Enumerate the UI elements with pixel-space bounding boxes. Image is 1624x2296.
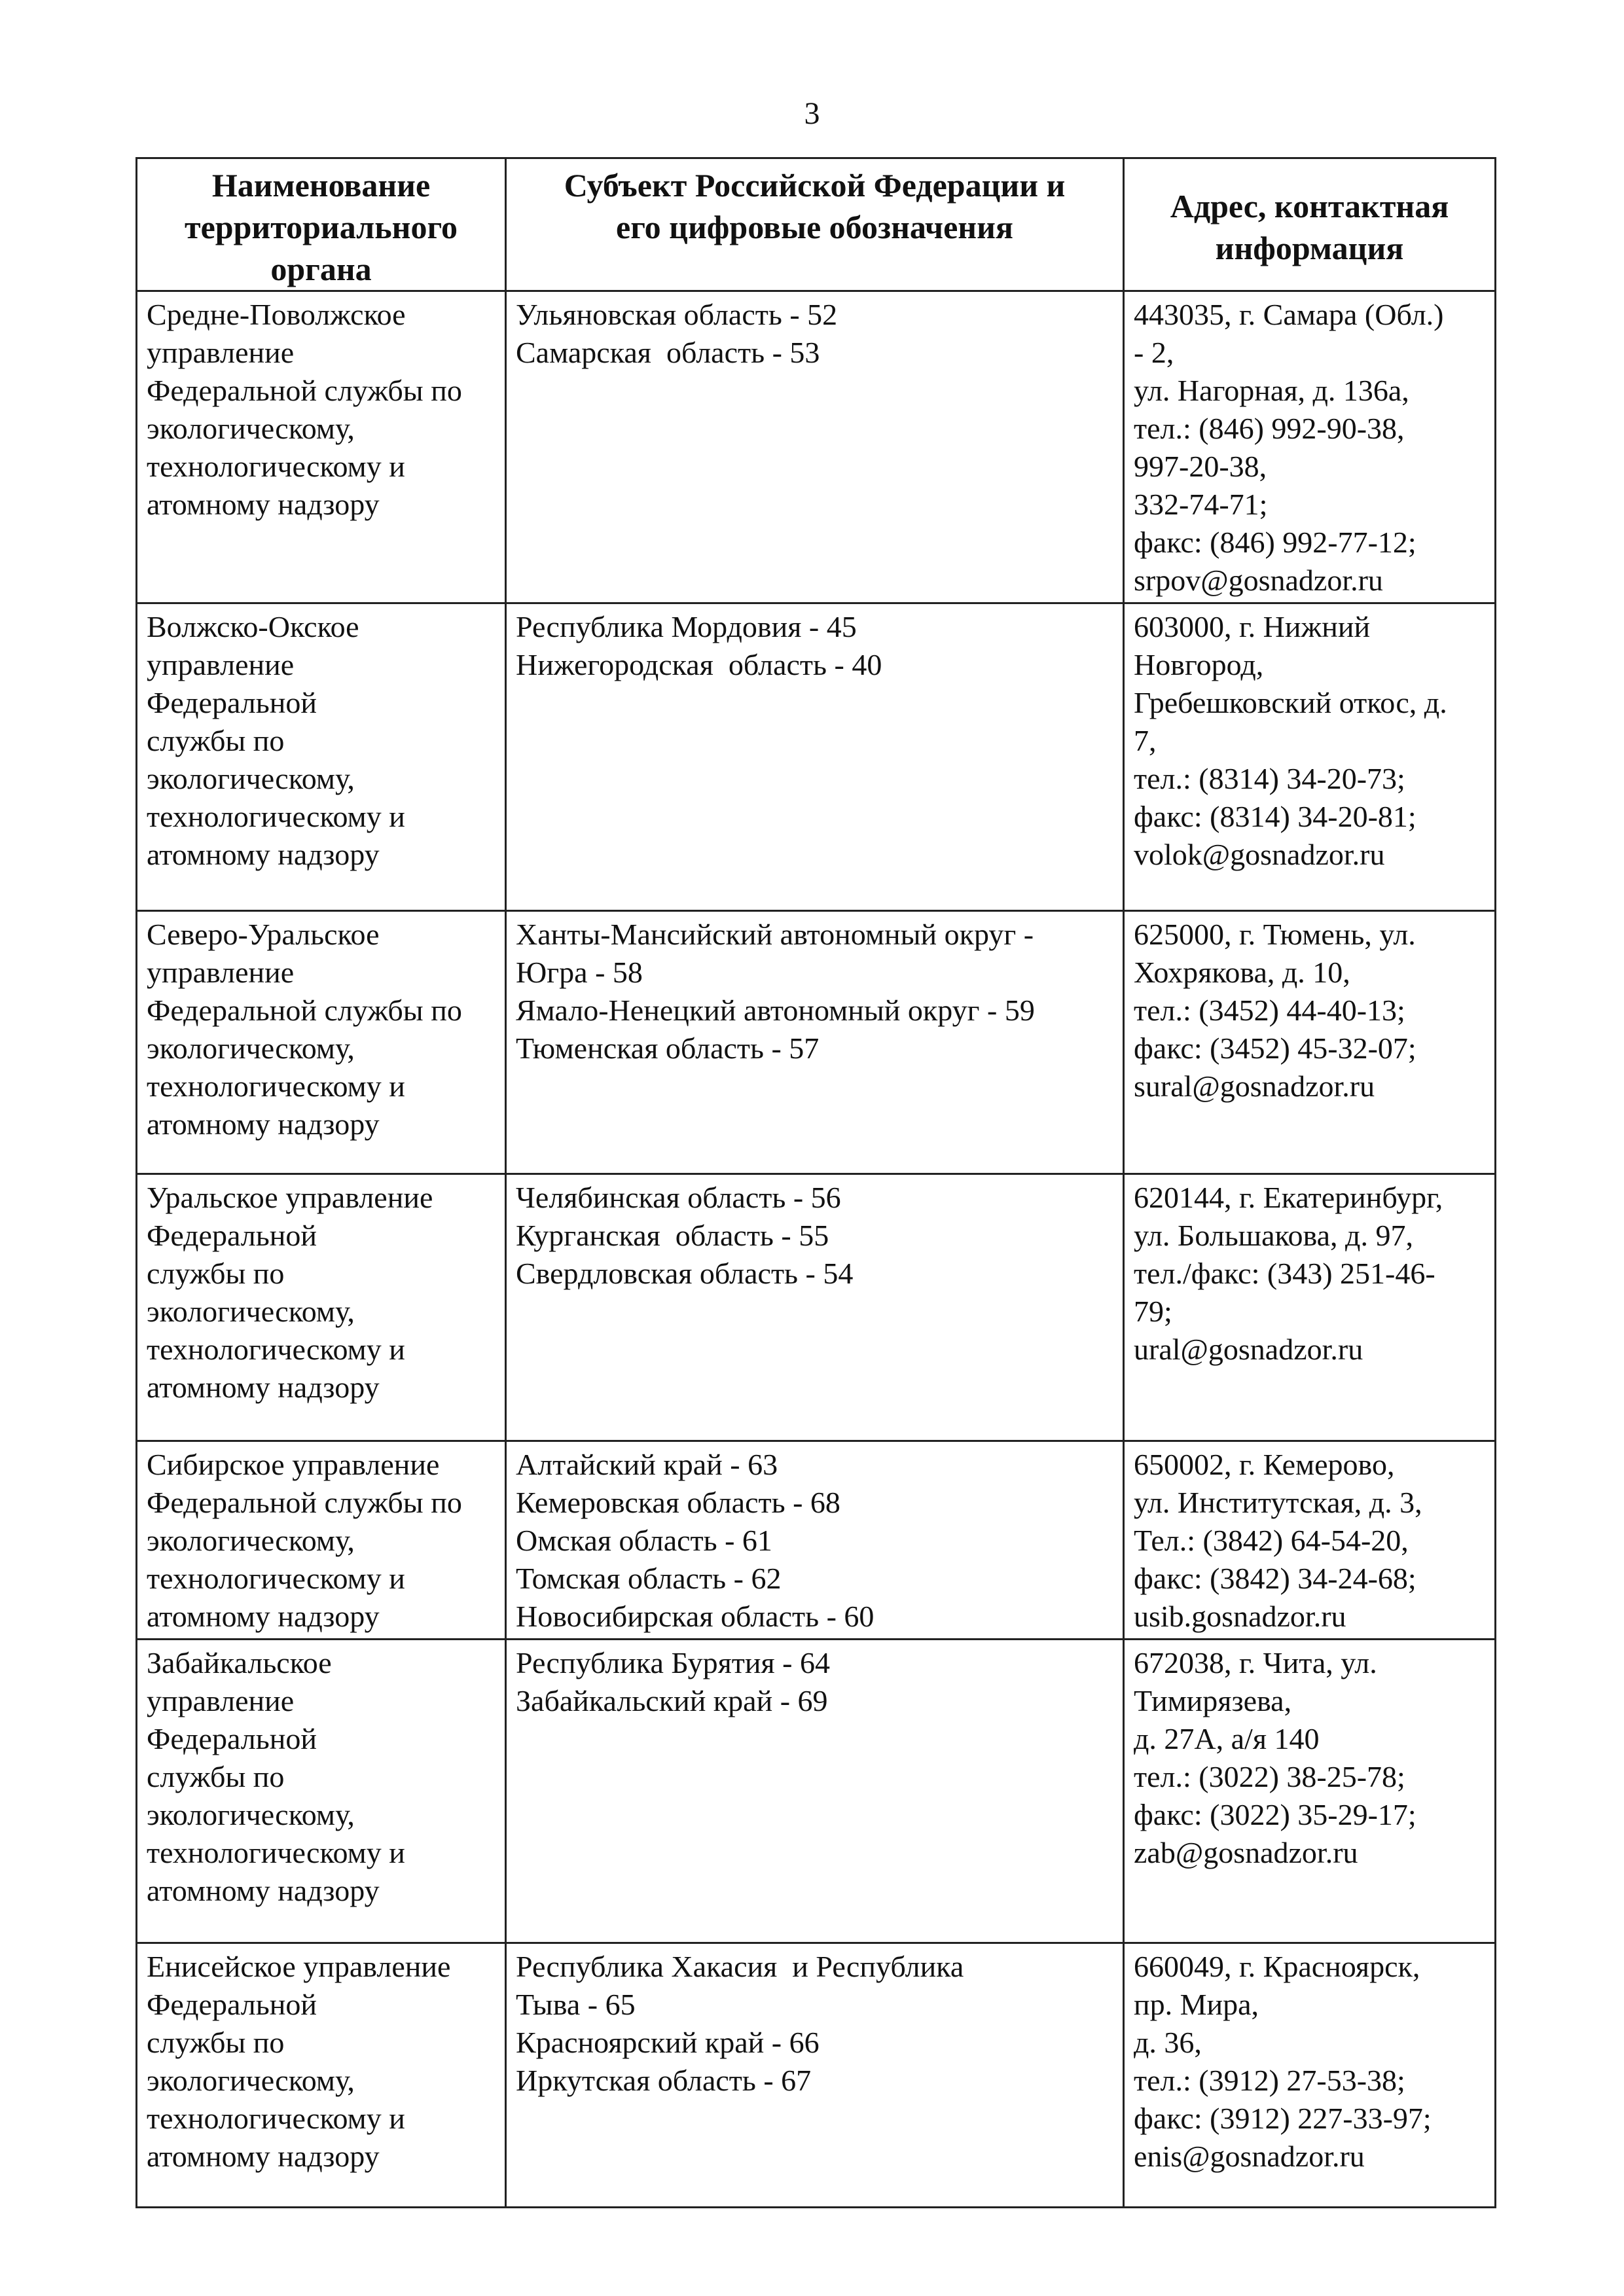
cell-line: Волжско-Окское bbox=[147, 610, 359, 643]
cell-line: атомному надзору bbox=[147, 2140, 380, 2173]
cell-line: Нижегородская область - 40 bbox=[516, 648, 882, 681]
cell-line: Федеральной службы по bbox=[147, 374, 462, 407]
cell-line: Ямало-Ненецкий автономный округ - 59 bbox=[516, 994, 1035, 1027]
cell-line: экологическому, bbox=[147, 1295, 355, 1328]
table-row bbox=[137, 603, 1496, 911]
table-header-row bbox=[137, 158, 1496, 291]
cell-line: 625000, г. Тюмень, ул. bbox=[1134, 918, 1416, 951]
subjects-cell bbox=[506, 1943, 1124, 2208]
cell-line: Хохрякова, д. 10, bbox=[1134, 956, 1350, 989]
cell-line: 650002, г. Кемерово, bbox=[1134, 1448, 1395, 1481]
cell-line: тел.: (846) 992-90-38, bbox=[1134, 412, 1405, 445]
cell-line: экологическому, bbox=[147, 2064, 355, 2097]
table-row bbox=[137, 1640, 1496, 1943]
cell-line: управление bbox=[147, 336, 295, 369]
header-line: его цифровые обозначения bbox=[616, 209, 1013, 245]
email-text: usib.gosnadzor.ru bbox=[1134, 1600, 1346, 1633]
cell-line: атомному надзору bbox=[147, 1600, 380, 1633]
cell-line: Енисейское управление bbox=[147, 1950, 451, 1983]
cell-line: атомному надзору bbox=[147, 1874, 380, 1907]
cell-line: Тюменская область - 57 bbox=[516, 1031, 820, 1065]
cell-line: ул. Нагорная, д. 136а, bbox=[1134, 374, 1409, 407]
email-text: zab@gosnadzor.ru bbox=[1134, 1836, 1358, 1869]
address-cell bbox=[1124, 603, 1496, 911]
cell-line: Ханты-Мансийский автономный округ - bbox=[516, 918, 1034, 951]
cell-line: Ульяновская область - 52 bbox=[516, 298, 838, 331]
cell-line: технологическому и bbox=[147, 800, 405, 833]
cell-line: 672038, г. Чита, ул. bbox=[1134, 1646, 1377, 1679]
header-line: информация bbox=[1215, 230, 1404, 266]
subjects-cell bbox=[506, 1640, 1124, 1943]
address-cell bbox=[1124, 1640, 1496, 1943]
cell-line: службы по bbox=[147, 2026, 285, 2059]
cell-line: Федеральной bbox=[147, 1988, 317, 2021]
cell-line: экологическому, bbox=[147, 1031, 355, 1065]
table-row bbox=[137, 1174, 1496, 1441]
cell-line: 332-74-71; bbox=[1134, 488, 1268, 521]
email-text: enis@gosnadzor.ru bbox=[1134, 2140, 1365, 2173]
cell-line: атомному надзору bbox=[147, 488, 380, 521]
address-cell bbox=[1124, 291, 1496, 603]
cell-line: тел.: (8314) 34-20-73; bbox=[1134, 762, 1405, 795]
cell-line: атомному надзору bbox=[147, 1371, 380, 1404]
header-line: Наименование bbox=[211, 167, 431, 204]
cell-line: экологическому, bbox=[147, 1798, 355, 1831]
cell-line: 7, bbox=[1134, 724, 1157, 757]
cell-line: технологическому и bbox=[147, 1069, 405, 1103]
cell-line: 660049, г. Красноярск, bbox=[1134, 1950, 1420, 1983]
cell-line: 443035, г. Самара (Обл.) bbox=[1134, 298, 1444, 331]
cell-line: атомному надзору bbox=[147, 1107, 380, 1141]
cell-line: Иркутская область - 67 bbox=[516, 2064, 812, 2097]
cell-line: Федеральной bbox=[147, 686, 317, 719]
cell-line: факс: (3912) 227-33-97; bbox=[1134, 2102, 1432, 2135]
cell-line: факс: (3842) 34-24-68; bbox=[1134, 1562, 1416, 1595]
cell-line: экологическому, bbox=[147, 412, 355, 445]
email-text: volok@gosnadzor.ru bbox=[1134, 838, 1385, 871]
cell-line: экологическому, bbox=[147, 1524, 355, 1557]
cell-line: ул. Институтская, д. 3, bbox=[1134, 1486, 1422, 1519]
cell-line: Гребешковский откос, д. bbox=[1134, 686, 1447, 719]
cell-line: Новгород, bbox=[1134, 648, 1264, 681]
cell-line: технологическому и bbox=[147, 1836, 405, 1869]
cell-line: пр. Мира, bbox=[1134, 1988, 1259, 2021]
cell-line: Красноярский край - 66 bbox=[516, 2026, 820, 2059]
cell-line: д. 27А, а/я 140 bbox=[1134, 1722, 1320, 1755]
cell-line: 620144, г. Екатеринбург, bbox=[1134, 1181, 1443, 1214]
territorial-bodies-table bbox=[135, 157, 1496, 2208]
cell-line: Омская область - 61 bbox=[516, 1524, 772, 1557]
cell-line: Средне-Поволжское bbox=[147, 298, 406, 331]
body-name-cell bbox=[137, 911, 506, 1174]
table-row bbox=[137, 1943, 1496, 2208]
cell-line: Забайкальское bbox=[147, 1646, 332, 1679]
body-name-cell bbox=[137, 1441, 506, 1640]
cell-line: службы по bbox=[147, 1257, 285, 1290]
cell-line: экологическому, bbox=[147, 762, 355, 795]
subjects-cell bbox=[506, 911, 1124, 1174]
cell-line: службы по bbox=[147, 1760, 285, 1793]
address-cell bbox=[1124, 1943, 1496, 2208]
cell-line: Федеральной службы по bbox=[147, 1486, 462, 1519]
header-line: территориального bbox=[185, 209, 458, 245]
cell-line: Кемеровская область - 68 bbox=[516, 1486, 840, 1519]
cell-line: ул. Большакова, д. 97, bbox=[1134, 1219, 1413, 1252]
cell-line: Федеральной bbox=[147, 1722, 317, 1755]
cell-line: тел.: (3912) 27-53-38; bbox=[1134, 2064, 1405, 2097]
cell-line: - 2, bbox=[1134, 336, 1174, 369]
cell-line: 603000, г. Нижний bbox=[1134, 610, 1371, 643]
body-name-cell bbox=[137, 1943, 506, 2208]
address-cell bbox=[1124, 911, 1496, 1174]
address-cell bbox=[1124, 1174, 1496, 1441]
cell-line: Свердловская область - 54 bbox=[516, 1257, 854, 1290]
cell-line: Республика Бурятия - 64 bbox=[516, 1646, 830, 1679]
cell-line: Алтайский край - 63 bbox=[516, 1448, 778, 1481]
cell-line: Челябинская область - 56 bbox=[516, 1181, 841, 1214]
cell-line: Тимирязева, bbox=[1134, 1684, 1292, 1717]
cell-line: Новосибирская область - 60 bbox=[516, 1600, 875, 1633]
cell-line: факс: (3452) 45-32-07; bbox=[1134, 1031, 1416, 1065]
header-line: Субъект Российской Федерации и bbox=[564, 167, 1066, 204]
cell-line: факс: (3022) 35-29-17; bbox=[1134, 1798, 1416, 1831]
cell-line: Самарская область - 53 bbox=[516, 336, 820, 369]
cell-line: Томская область - 62 bbox=[516, 1562, 782, 1595]
cell-line: Сибирское управление bbox=[147, 1448, 440, 1481]
header-address-contacts bbox=[1124, 158, 1496, 291]
email-text: srpov@gosnadzor.ru bbox=[1134, 564, 1383, 597]
body-name-cell bbox=[137, 1640, 506, 1943]
cell-line: атомному надзору bbox=[147, 838, 380, 871]
subjects-cell bbox=[506, 1441, 1124, 1640]
cell-line: управление bbox=[147, 648, 295, 681]
cell-line: 79; bbox=[1134, 1295, 1172, 1328]
cell-line: тел./факс: (343) 251-46- bbox=[1134, 1257, 1435, 1290]
cell-line: факс: (846) 992-77-12; bbox=[1134, 526, 1416, 559]
cell-line: технологическому и bbox=[147, 1333, 405, 1366]
cell-line: факс: (8314) 34-20-81; bbox=[1134, 800, 1416, 833]
header-line: Адрес, контактная bbox=[1170, 188, 1449, 224]
cell-line: Республика Хакасия и Республика bbox=[516, 1950, 964, 1983]
cell-line: Забайкальский край - 69 bbox=[516, 1684, 828, 1717]
header-territorial-body bbox=[137, 158, 506, 291]
page-number: 3 bbox=[804, 96, 820, 131]
cell-line: Федеральной службы по bbox=[147, 994, 462, 1027]
cell-line: технологическому и bbox=[147, 1562, 405, 1595]
cell-line: Тел.: (3842) 64-54-20, bbox=[1134, 1524, 1409, 1557]
cell-line: Курганская область - 55 bbox=[516, 1219, 829, 1252]
cell-line: Северо-Уральское bbox=[147, 918, 380, 951]
subjects-cell bbox=[506, 603, 1124, 911]
cell-line: Уральское управление bbox=[147, 1181, 433, 1214]
cell-line: управление bbox=[147, 956, 295, 989]
subjects-cell bbox=[506, 1174, 1124, 1441]
cell-line: Югра - 58 bbox=[516, 956, 643, 989]
cell-line: Тыва - 65 bbox=[516, 1988, 636, 2021]
cell-line: тел.: (3022) 38-25-78; bbox=[1134, 1760, 1405, 1793]
table-row bbox=[137, 1441, 1496, 1640]
cell-line: технологическому и bbox=[147, 450, 405, 483]
header-federal-subject bbox=[506, 158, 1124, 291]
cell-line: тел.: (3452) 44-40-13; bbox=[1134, 994, 1405, 1027]
body-name-cell bbox=[137, 603, 506, 911]
email-text: ural@gosnadzor.ru bbox=[1134, 1333, 1363, 1366]
cell-line: Федеральной bbox=[147, 1219, 317, 1252]
email-text: sural@gosnadzor.ru bbox=[1134, 1069, 1375, 1103]
cell-line: д. 36, bbox=[1134, 2026, 1202, 2059]
body-name-cell bbox=[137, 291, 506, 603]
cell-line: управление bbox=[147, 1684, 295, 1717]
table-row bbox=[137, 291, 1496, 603]
cell-line: службы по bbox=[147, 724, 285, 757]
address-cell bbox=[1124, 1441, 1496, 1640]
subjects-cell bbox=[506, 291, 1124, 603]
table-row bbox=[137, 911, 1496, 1174]
cell-line: Республика Мордовия - 45 bbox=[516, 610, 857, 643]
header-line: органа bbox=[270, 251, 372, 287]
body-name-cell bbox=[137, 1174, 506, 1441]
cell-line: 997-20-38, bbox=[1134, 450, 1267, 483]
cell-line: технологическому и bbox=[147, 2102, 405, 2135]
